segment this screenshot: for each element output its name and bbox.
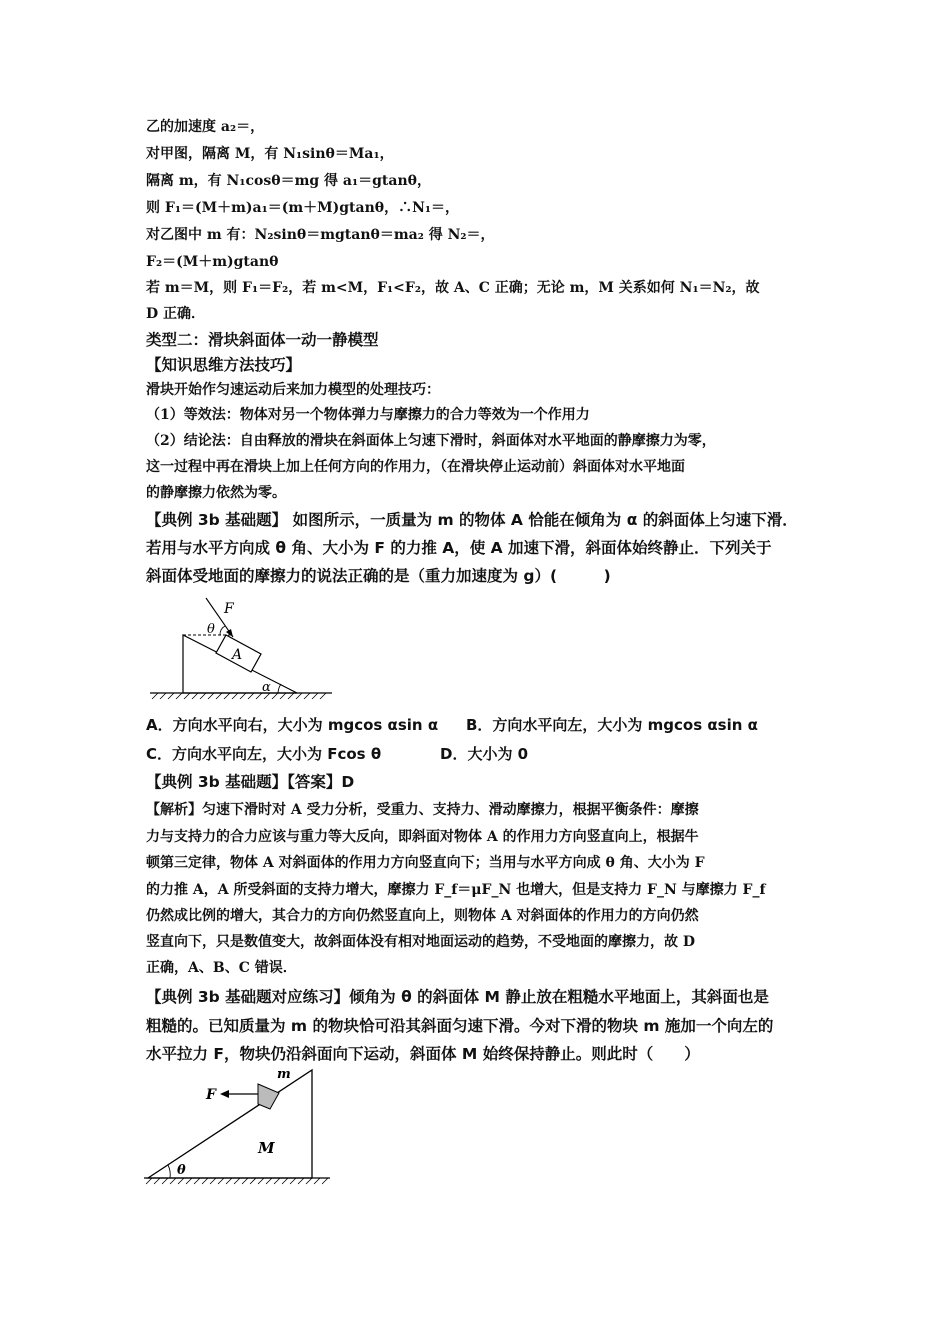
analysis-line: 力与支持力的合力应该与重力等大反向，即斜面对物体 A 的作用力方向竖直向上，根据牛 xyxy=(146,829,699,845)
derivation-line: 若 m＝M，则 F₁＝F₂，若 m<M，F₁<F₂，故 A、C 正确；无论 m，M 关系如何 N₁＝N₂，故 xyxy=(146,280,760,296)
theta-arc xyxy=(220,626,225,635)
derivation-line: 对甲图，隔离 M，有 N₁sinθ＝Ma₁， xyxy=(146,146,394,162)
derivation-line: 对乙图中 m 有：N₂sinθ＝mgtanθ＝ma₂ 得 N₂＝， xyxy=(146,227,495,243)
analysis-line: 的力推 A，A 所受斜面的支持力增大，摩擦力 F_f＝μF_N 也增大，但是支持力 F_N 与摩擦力 F_f xyxy=(146,882,766,898)
pull-force-arrowhead xyxy=(220,1090,229,1098)
derivation-line: 隔离 m，有 N₁cosθ＝mg 得 a₁＝gtanθ， xyxy=(146,173,431,189)
methods-header: 【知识思维方法技巧】 xyxy=(146,356,302,374)
derivation-line: 乙的加速度 a₂＝， xyxy=(146,119,265,135)
practice-question: 【典例 3b 基础题对应练习】倾角为 θ 的斜面体 M 静止放在粗糙水平地面上，其斜面也是 xyxy=(146,988,769,1006)
example-question: 若用与水平方向成 θ 角、大小为 F 的力推 A，使 A 加速下滑，斜面体始终静止．下列关于 xyxy=(146,539,772,557)
theta-arc xyxy=(168,1165,170,1178)
wedge-label: M xyxy=(258,1139,275,1157)
incline-figure-2 xyxy=(140,1062,340,1192)
block-label: m xyxy=(277,1067,291,1082)
practice-question: 水平拉力 F，物块仍沿斜面向下运动，斜面体 M 始终保持静止。则此时（ ） xyxy=(146,1045,700,1063)
answer-line: 【典例 3b 基础题】【答案】D xyxy=(146,773,355,791)
derivation-line: D 正确． xyxy=(146,306,206,322)
option-d: D．大小为 0 xyxy=(440,745,529,763)
derivation-line: F₂＝(M＋m)gtanθ xyxy=(146,254,279,270)
analysis-line: 竖直向下，只是数值变大，故斜面体没有相对地面运动的趋势，不受地面的摩擦力，故 D xyxy=(146,934,696,950)
derivation-line: 则 F₁＝(M＋m)a₁＝(m＋M)gtanθ，∴N₁＝， xyxy=(146,200,460,216)
practice-question: 粗糙的。已知质量为 m 的物块恰可沿其斜面匀速下滑。今对下滑的物块 m 施加一个向左的 xyxy=(146,1017,774,1035)
example-question: 【典例 3b 基础题】 如图所示，一质量为 m 的物体 A 恰能在倾角为 α 的斜面体上匀速下滑． xyxy=(146,511,798,529)
theta-label: θ xyxy=(177,1163,186,1178)
option-c: C．方向水平向左，大小为 Fcos θ xyxy=(146,745,382,763)
option-b: B．方向水平向左，大小为 mgcos αsin α xyxy=(466,716,758,734)
block-m xyxy=(258,1084,279,1109)
analysis-line: 正确，A、B、C 错误． xyxy=(146,960,297,976)
block-label: A xyxy=(232,647,243,663)
alpha-label: α xyxy=(262,680,271,695)
ground-hatching xyxy=(152,693,326,699)
analysis-line: 顿第三定律，物体 A 对斜面体的作用力方向竖直向下；当用与水平方向成 θ 角、大小为 F xyxy=(146,855,705,871)
method-point-2: 的静摩擦力依然为零。 xyxy=(146,485,286,501)
method-point-2: （2）结论法：自由释放的滑块在斜面体上匀速下滑时，斜面体对水平地面的静摩擦力为零， xyxy=(146,433,716,449)
ground-hatching xyxy=(146,1178,328,1184)
method-point-1: （1）等效法：物体对另一个物体弹力与摩擦力的合力等效为一个作用力 xyxy=(146,407,590,423)
force-label: F xyxy=(224,601,234,617)
section-title: 类型二：滑块斜面体一动一静模型 xyxy=(146,331,379,349)
methods-intro: 滑块开始作匀速运动后来加力模型的处理技巧： xyxy=(146,382,440,398)
incline-figure-1 xyxy=(140,593,340,705)
theta-label: θ xyxy=(207,622,215,637)
option-a: A．方向水平向右，大小为 mgcos αsin α xyxy=(146,716,439,734)
method-point-2: 这一过程中再在滑块上加上任何方向的作用力，（在滑块停止运动前）斜面体对水平地面 xyxy=(146,459,685,475)
example-question: 斜面体受地面的摩擦力的说法正确的是（重力加速度为 g）( ) xyxy=(146,567,611,585)
wedge-m xyxy=(148,1070,312,1178)
analysis-line: 【解析】匀速下滑时对 A 受力分析，受重力、支持力、滑动摩擦力，根据平衡条件：摩擦 xyxy=(146,802,699,818)
force-label: F xyxy=(206,1087,216,1103)
alpha-arc xyxy=(278,684,281,693)
analysis-line: 仍然成比例的增大，其合力的方向仍然竖直向上，则物体 A 对斜面体的作用力的方向仍然 xyxy=(146,908,699,924)
